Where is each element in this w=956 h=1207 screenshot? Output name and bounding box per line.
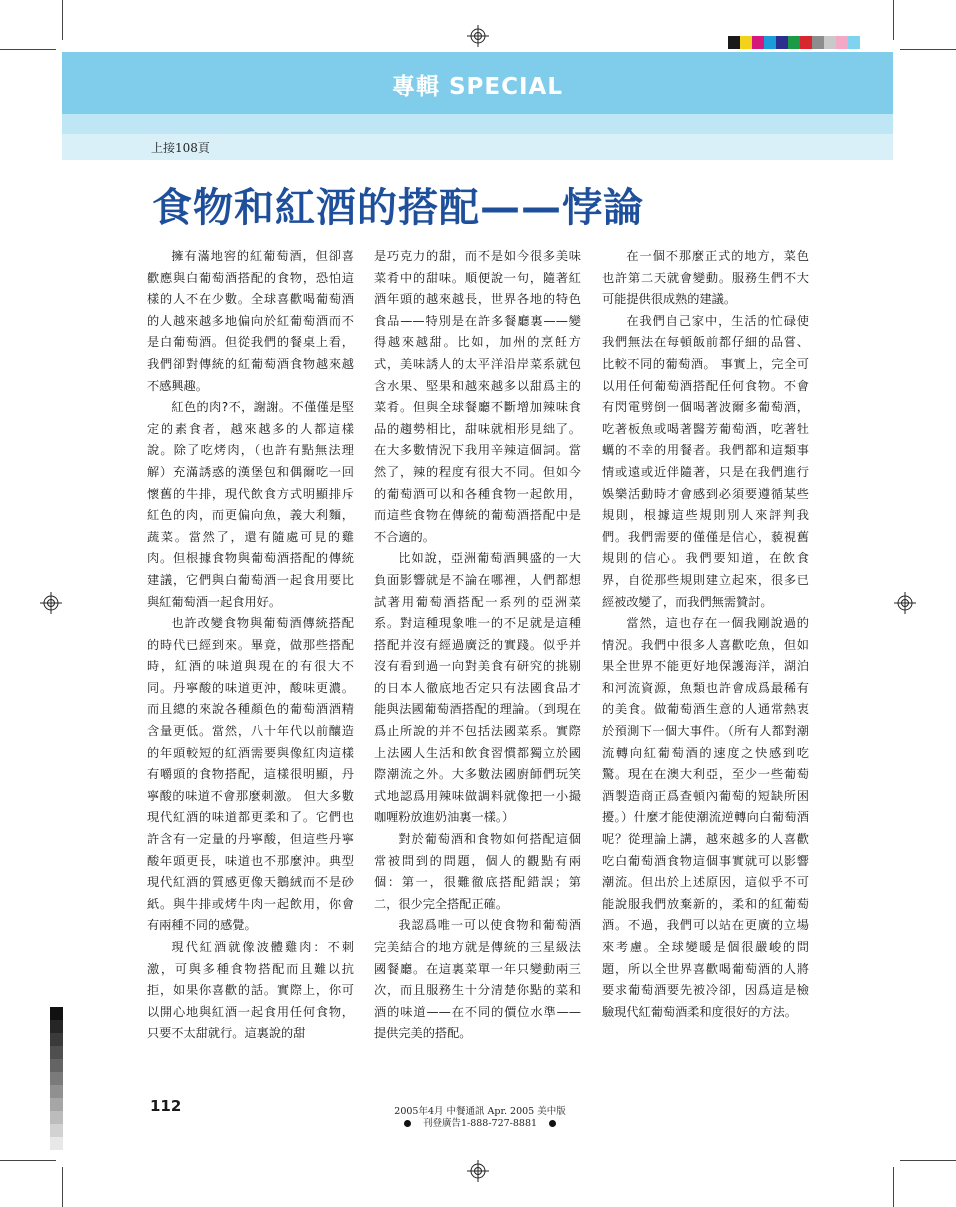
gray-swatch — [50, 1059, 63, 1072]
color-swatch — [764, 36, 776, 49]
section-banner — [62, 52, 893, 114]
color-calibration-bar — [728, 36, 860, 49]
registration-mark-icon — [894, 592, 916, 614]
publication-line: 2005年4月 中餐通訊 Apr. 2005 美中版 — [394, 1106, 566, 1117]
gray-swatch — [50, 1085, 63, 1098]
gray-swatch — [50, 1098, 63, 1111]
article-title: 食物和紅酒的搭配——悖論 — [152, 185, 644, 231]
article-column-1 — [147, 246, 354, 1045]
gray-swatch — [50, 1111, 63, 1124]
color-swatch — [800, 36, 812, 49]
gray-swatch — [50, 1007, 63, 1020]
ad-line-row — [360, 1118, 600, 1130]
registration-mark-icon — [467, 1160, 489, 1182]
color-swatch — [812, 36, 824, 49]
color-swatch — [788, 36, 800, 49]
color-swatch — [824, 36, 836, 49]
crop-mark — [900, 1160, 956, 1161]
gray-scale-bar — [50, 1007, 63, 1150]
paragraph: 在我們自己家中，生活的忙碌使我們無法在每頓飯前都仔細的品嘗、比較不同的葡萄酒。 事實上，完全可以用任何葡萄酒搭配任何食物。不會有閃電劈倒一個喝著波爾多葡萄酒，吃著板魚或喝著醫芳葡萄酒，吃著牡蠣的不幸的用餐者。我們都和這類事情或遠或近伴隨著，只是在我們進行娛樂活動時才會感到必須要遵循某些規則，根據這些規則別人來評判我們。我們需要的僅僅是信心，藐視舊規則的信心。我們要知道，在飲食界，自從那些規則建立起來，很多已經被改變了，而我們無需贊討。 — [602, 313, 809, 609]
bullet-icon — [549, 1120, 556, 1127]
color-swatch — [848, 36, 860, 49]
continued-from-label: 上接108頁 — [151, 141, 210, 155]
gray-swatch — [50, 1020, 63, 1033]
section-title: 專輯 SPECIAL — [391, 74, 564, 100]
paragraph: 我認爲唯一可以使食物和葡萄酒完美結合的地方就是傳統的三星級法國餐廳。在這裏菜單一年只變動兩三次，而且服務生十分清楚你點的菜和酒的味道——在不同的價位水準——提供完美的搭配。 — [374, 918, 581, 1041]
crop-mark — [893, 0, 894, 40]
color-swatch — [728, 36, 740, 49]
crop-mark — [0, 49, 56, 50]
crop-mark — [900, 49, 956, 50]
color-swatch — [740, 36, 752, 49]
paragraph: 也許改變食物與葡萄酒傳統搭配的時代已經到來。畢竟，做那些搭配時，紅酒的味道與現在的有很大不同。丹寧酸的味道更沖，酸味更濃。而且總的來說各種顏色的葡萄酒酒精含量更低。當然，八十年代以前釀造的年頭較短的紅酒需要與像紅肉這樣有嚼頭的食物搭配，這樣很明顯，丹寧酸的味道不會那麼刺激。 但大多數現代紅酒的味道都更柔和了。它們也許含有一定量的丹寧酸，但這些丹寧酸年頭更長，味道也不那麼沖。典型現代紅酒的質感更像天鵝絨而不是砂紙。與牛排或烤牛肉一起飲用，你會有兩種不同的感覺。 — [147, 616, 354, 933]
crop-mark — [62, 0, 63, 40]
gray-swatch — [50, 1033, 63, 1046]
ad-line: 刊登廣告1-888-727-8881 — [422, 1118, 538, 1129]
paragraph: 紅色的肉?不，謝謝。不僅僅是堅定的素食者，越來越多的人都這樣說。除了吃烤肉，（也許有點無法理解）充滿誘惑的漢堡包和偶爾吃一回懷舊的牛排，現代飲食方式明顯排斥紅色的肉，而更偏向魚，義大利麵，蔬菜。當然了，還有隨處可見的雞肉。但根據食物與葡萄酒搭配的傳統建議，它們與白葡萄酒一起食用要比與紅葡萄酒一起食用好。 — [147, 400, 354, 609]
page-number: 112 — [150, 1097, 182, 1115]
paragraph: 比如說，亞洲葡萄酒興盛的一大負面影響就是不論在哪裡，人們都想試著用葡萄酒搭配一系列的亞洲菜系。對這種現象唯一的不足就是這種搭配并沒有經過廣泛的實踐。似乎并沒有看到過一向對美食有研究的挑剔的日本人徹底地否定只有法國食品才能與法國葡萄酒搭配的理論。（到現在爲止所說的并不包括法國菜系。實際上法國人生活和飲食習慣都獨立於國際潮流之外。大多數法國廚師們玩笑式地認爲用辣味做調料就像把一小撮咖喱粉放進奶油裏一樣。） — [374, 551, 581, 825]
article-column-2 — [374, 246, 581, 1045]
crop-mark — [62, 1167, 63, 1207]
paragraph: 是巧克力的甜，而不是如今很多美味菜肴中的甜味。順便說一句，隨著紅酒年頭的越來越長，世界各地的特色食品——特別是在許多餐廳裏——變得越來越甜。比如，加州的烹飪方式，美味誘人的太平洋沿岸菜系就包含水果、堅果和越來越多以甜爲主的菜肴。但與全球餐廳不斷增加辣味食品的趨勢相比，甜味就相形見絀了。在大多數情況下我用辛辣這個詞。當然了，辣的程度有很大不同。但如今的葡萄酒可以和各種食物一起飲用，而這些食物在傳統的葡萄酒搭配中是不合適的。 — [374, 249, 581, 544]
paragraph: 在一個不那麼正式的地方，菜色也許第二天就會變動。服務生們不大可能提供很成熟的建議。 — [602, 249, 809, 307]
article-column-3 — [602, 246, 809, 1023]
color-swatch — [776, 36, 788, 49]
paragraph: 現代紅酒就像波體雞肉：不刺激，可與多種食物搭配而且難以抗拒，如果你喜歡的話。實際上，你可以開心地與紅酒一起食用任何食物，只要不太甜就行。這裏說的甜 — [147, 940, 354, 1041]
banner-strip — [62, 114, 893, 134]
registration-mark-icon — [40, 592, 62, 614]
paragraph: 擁有滿地窖的紅葡萄酒，但卻喜歡應與白葡萄酒搭配的食物，恐怕這樣的人不在少數。全球喜歡喝葡萄酒的人越來越多地偏向於紅葡萄酒而不是白葡萄酒。但從我們的餐桌上看，我們卻對傳統的紅葡萄酒食物越來越不感興趣。 — [147, 249, 354, 393]
paragraph: 當然，這也存在一個我剛說過的情況。我們中很多人喜歡吃魚，但如果全世界不能更好地保護海洋，湖泊和河流資源，魚類也許會成爲最稀有的美食。做葡萄酒生意的人通常熱衷於預測下一個大事件。（所有人都對潮流轉向紅葡萄酒的速度之快感到吃驚。現在在澳大利亞，至少一些葡萄酒製造商正爲查頓內葡萄的短缺所困擾。）什麼才能使潮流逆轉向白葡萄酒呢？從理論上講，越來越多的人喜歡吃白葡萄酒食物這個事實就可以影響潮流。但出於上述原因，這似乎不可能說服我們放棄新的，柔和的紅葡萄酒。不過，我們可以站在更廣的立場來考慮。全球變暖是個很嚴峻的問題，所以全世界喜歡喝葡萄酒的人將要求葡萄酒要先被冷卻，因爲這是檢驗現代紅葡萄酒柔和度很好的方法。 — [602, 616, 809, 1019]
gray-swatch — [50, 1046, 63, 1059]
registration-mark-icon — [467, 25, 489, 47]
gray-swatch — [50, 1137, 63, 1150]
gray-swatch — [50, 1124, 63, 1137]
gray-swatch — [50, 1072, 63, 1085]
crop-mark — [0, 1160, 56, 1161]
crop-mark — [893, 1167, 894, 1207]
color-swatch — [752, 36, 764, 49]
footer — [360, 1106, 600, 1130]
paragraph: 對於葡萄酒和食物如何搭配這個常被問到的問題，個人的觀點有兩個：第一，很難徹底搭配錯誤；第二，很少完全搭配正確。 — [374, 832, 581, 911]
bullet-icon — [404, 1120, 411, 1127]
color-swatch — [836, 36, 848, 49]
